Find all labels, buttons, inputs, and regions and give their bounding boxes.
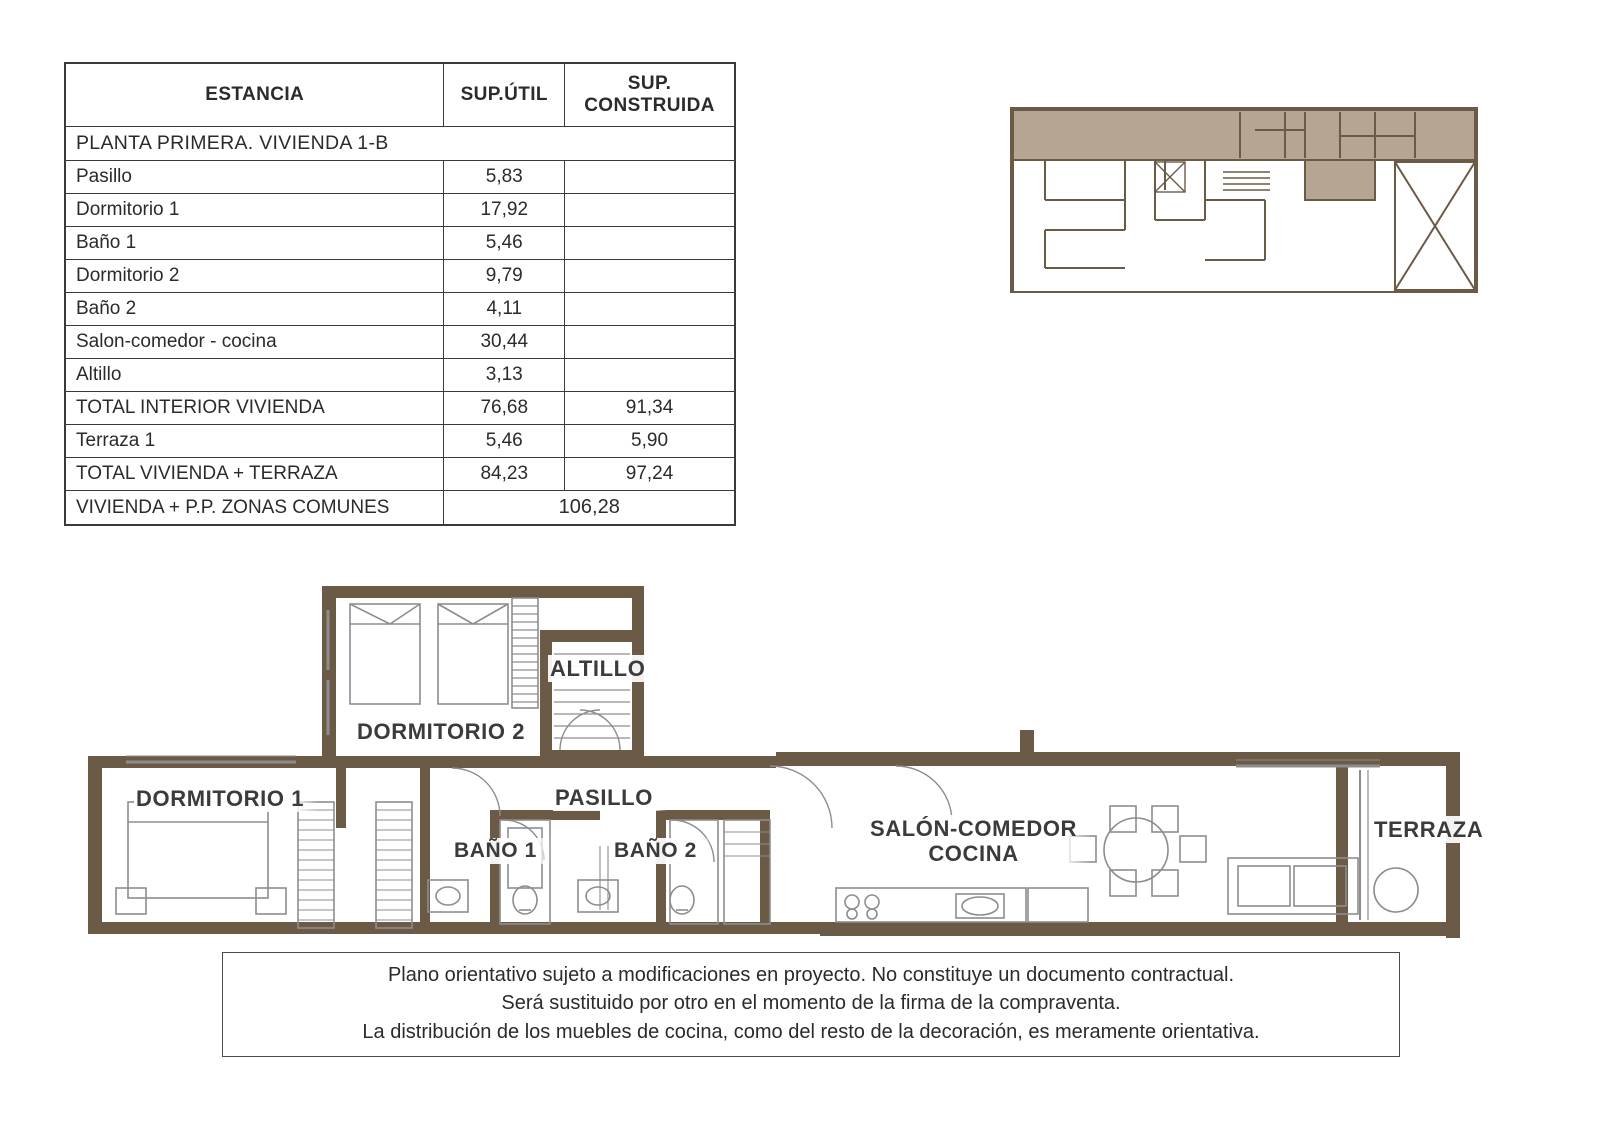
row-sup-construida — [565, 194, 735, 227]
row-sup-construida — [565, 227, 735, 260]
row-label: TOTAL VIVIENDA + TERRAZA — [65, 458, 444, 491]
table-header — [65, 63, 735, 127]
row-sup-construida: 97,24 — [565, 458, 735, 491]
row-label: Baño 2 — [65, 293, 444, 326]
row-sup-construida — [565, 326, 735, 359]
key-plan-outline — [1011, 108, 1477, 292]
row-label: Salon-comedor - cocina — [65, 326, 444, 359]
row-label: VIVIENDA + P.P. ZONAS COMUNES — [65, 491, 444, 526]
row-sup-util: 84,23 — [444, 458, 565, 491]
row-sup-construida: 91,34 — [565, 392, 735, 425]
row-label: Baño 1 — [65, 227, 444, 260]
row-label: Altillo — [65, 359, 444, 392]
row-sup-util: 5,46 — [444, 227, 565, 260]
row-label: Terraza 1 — [65, 425, 444, 458]
row-label: TOTAL INTERIOR VIVIENDA — [65, 392, 444, 425]
row-sup-construida — [565, 161, 735, 194]
table-section-title-row — [65, 127, 735, 161]
row-sup-util: 4,11 — [444, 293, 565, 326]
row-sup-util: 3,13 — [444, 359, 565, 392]
table-row — [65, 293, 735, 326]
table-row — [65, 260, 735, 293]
table-row — [65, 425, 735, 458]
row-sup-construida: 5,90 — [565, 425, 735, 458]
floor-plan-diagram — [60, 570, 1540, 960]
row-sup-util: 9,79 — [444, 260, 565, 293]
key-plan-diagram — [1005, 100, 1483, 300]
disclaimer-line-2: Será sustituido por otro en el momento de la firma de la compraventa. — [501, 992, 1121, 1015]
room-label-pasillo: PASILLO — [553, 784, 667, 811]
table-row — [65, 161, 735, 194]
table-row — [65, 227, 735, 260]
table-row-total-interior — [65, 392, 735, 425]
table-section-title: PLANTA PRIMERA. VIVIENDA 1-B — [65, 127, 735, 161]
column-header-sup-util: SUP.ÚTIL — [444, 63, 565, 127]
row-label: Dormitorio 2 — [65, 260, 444, 293]
room-label-bano-1: BAÑO 1 — [452, 838, 551, 864]
row-sup-construida — [565, 260, 735, 293]
room-label-salon-line1: SALÓN-COMEDOR — [870, 816, 1078, 841]
column-header-estancia: ESTANCIA — [65, 63, 444, 127]
room-label-dormitorio-1: DORMITORIO 1 — [134, 785, 318, 812]
row-label: Pasillo — [65, 161, 444, 194]
table-row — [65, 326, 735, 359]
room-label-altillo: ALTILLO — [548, 655, 659, 682]
room-label-dormitorio-2: DORMITORIO 2 — [355, 718, 539, 745]
row-sup-construida — [565, 293, 735, 326]
table-row — [65, 359, 735, 392]
table-row-zonas-comunes — [65, 491, 735, 526]
room-label-bano-2: BAÑO 2 — [612, 838, 711, 864]
row-sup-construida — [565, 359, 735, 392]
areas-table — [64, 62, 736, 526]
disclaimer-line-3: La distribución de los muebles de cocina, como del resto de la decoración, es meramente orientativa. — [362, 1020, 1260, 1043]
room-label-salon-comedor — [868, 815, 1091, 868]
room-label-terraza: TERRAZA — [1372, 816, 1497, 843]
disclaimer-line-1: Plano orientativo sujeto a modificaciones en proyecto. No constituye un documento contractual. — [387, 964, 1235, 986]
room-label-salon-line2: COCINA — [928, 841, 1019, 867]
table-row — [65, 194, 735, 227]
table-body — [65, 127, 735, 526]
row-sup-util: 5,83 — [444, 161, 565, 194]
row-sup-util: 76,68 — [444, 392, 565, 425]
row-value: 106,28 — [444, 491, 735, 526]
row-sup-util: 17,92 — [444, 194, 565, 227]
row-label: Dormitorio 1 — [65, 194, 444, 227]
row-sup-util: 5,46 — [444, 425, 565, 458]
row-sup-util: 30,44 — [444, 326, 565, 359]
table-row-total-terraza — [65, 458, 735, 491]
table-header-row — [65, 63, 735, 127]
disclaimer-box — [222, 952, 1400, 1057]
column-header-sup-construida: SUP. CONSTRUIDA — [565, 63, 735, 127]
